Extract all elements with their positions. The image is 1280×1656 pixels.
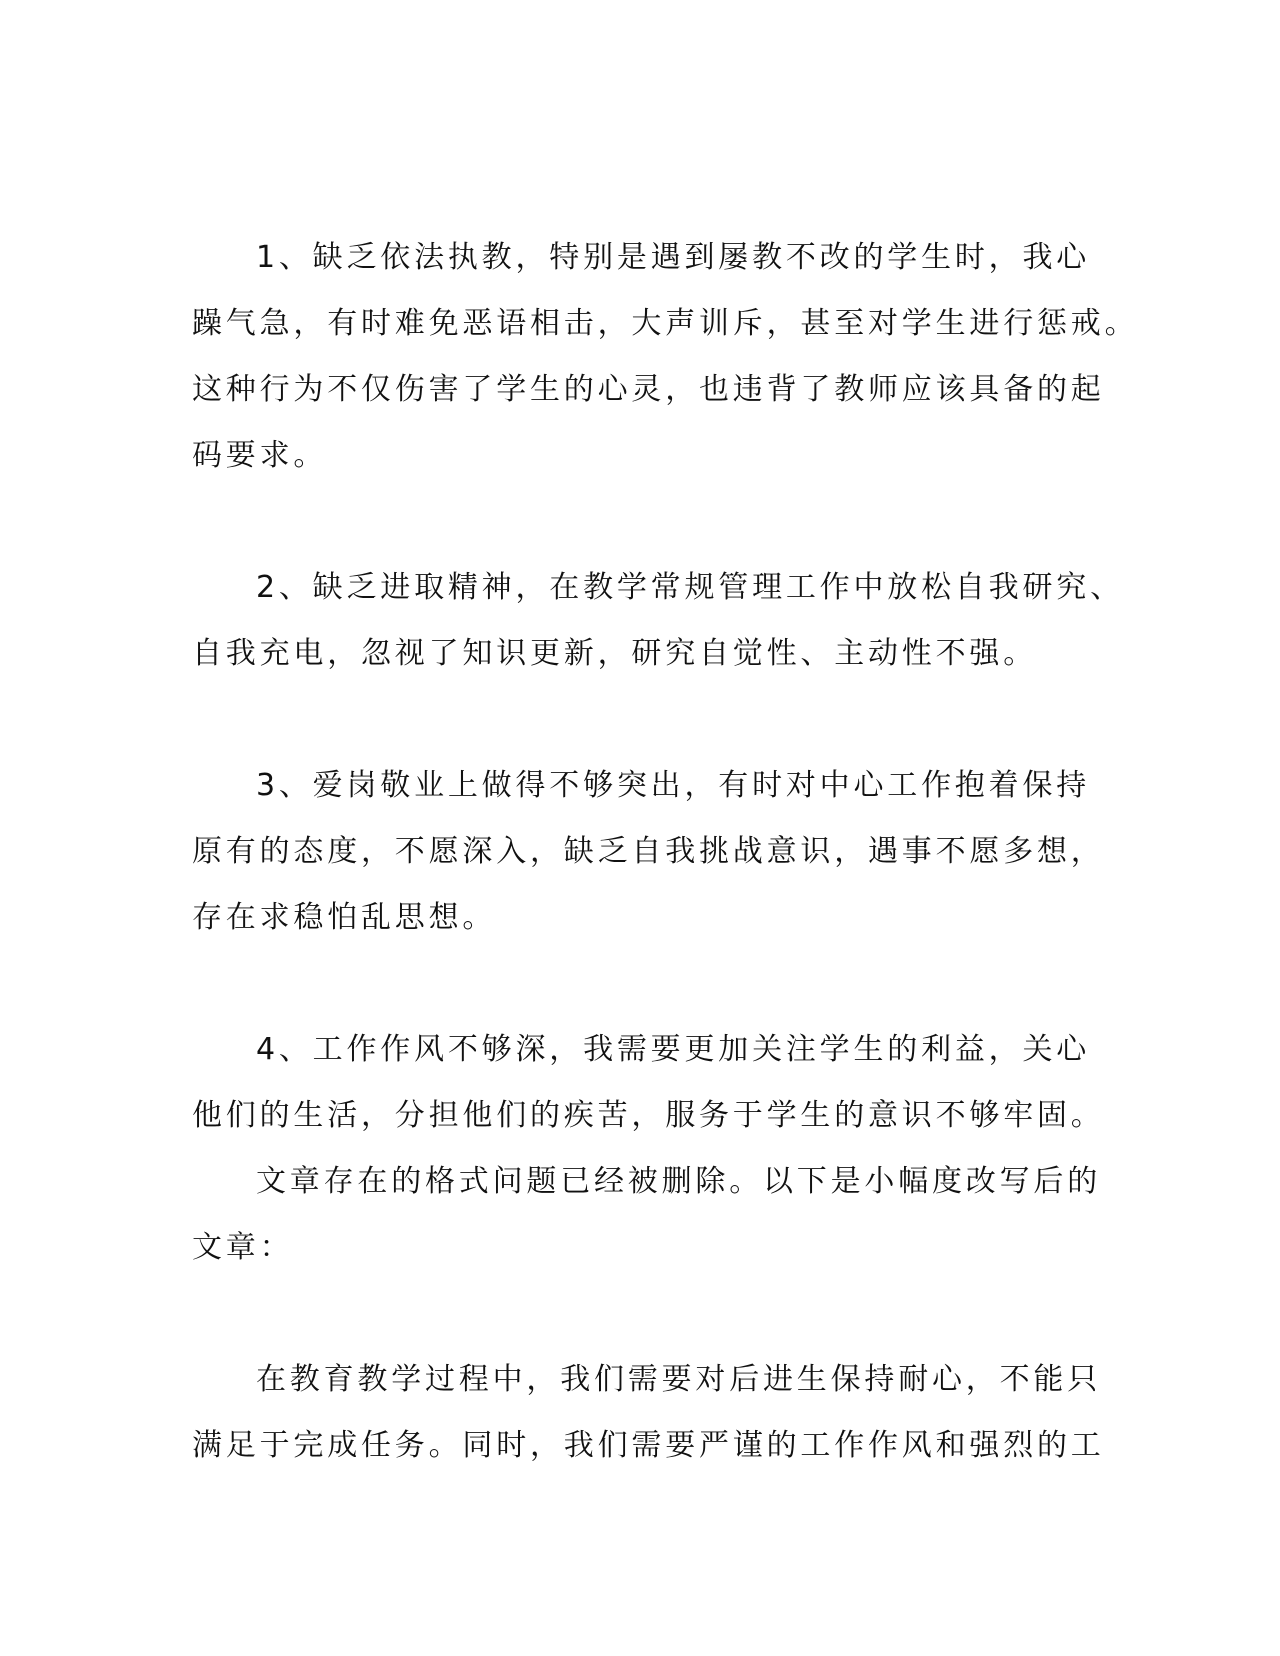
paragraph-spacer (192, 1281, 1092, 1347)
paragraph-2 (192, 555, 1124, 687)
text-line: 自我充电，忽视了知识更新，研究自觉性、主动性不强。 (192, 636, 1037, 671)
text-line: 2、缺乏进取精神，在教学常规管理工作中放松自我研究、 (256, 570, 1124, 605)
paragraph-spacer (192, 489, 1092, 555)
text-line: 原有的态度，不愿深入，缺乏自我挑战意识，遇事不愿多想， (192, 834, 1105, 869)
text-line: 码要求。 (192, 438, 328, 473)
text-line: 文章存在的格式问题已经被删除。以下是小幅度改写后的 (256, 1164, 1101, 1199)
text-line: 3、爱岗敬业上做得不够突出，有时对中心工作抱着保持 (256, 768, 1091, 803)
paragraph-spacer (192, 687, 1092, 753)
paragraph-4 (192, 1017, 1105, 1149)
text-line: 这种行为不仅伤害了学生的心灵，也违背了教师应该具备的起 (192, 372, 1105, 407)
paragraph-3 (192, 753, 1105, 951)
text-line: 存在求稳怕乱思想。 (192, 900, 497, 935)
text-line: 他们的生活，分担他们的疾苦，服务于学生的意识不够牢固。 (192, 1098, 1105, 1133)
paragraph-spacer (192, 951, 1092, 1017)
document-body (192, 225, 1139, 1479)
text-line: 1、缺乏依法执教，特别是遇到屡教不改的学生时，我心 (256, 240, 1091, 275)
text-line: 文章： (192, 1230, 294, 1265)
paragraph-1 (192, 225, 1139, 489)
paragraph-6 (192, 1347, 1105, 1479)
paragraph-5 (192, 1149, 1101, 1281)
text-line: 4、工作作风不够深，我需要更加关注学生的利益，关心 (256, 1032, 1091, 1067)
text-line: 在教育教学过程中，我们需要对后进生保持耐心，不能只 (256, 1362, 1101, 1397)
text-line: 躁气急，有时难免恶语相击，大声训斥，甚至对学生进行惩戒。 (192, 306, 1139, 341)
text-line: 满足于完成任务。同时，我们需要严谨的工作作风和强烈的工 (192, 1428, 1105, 1463)
